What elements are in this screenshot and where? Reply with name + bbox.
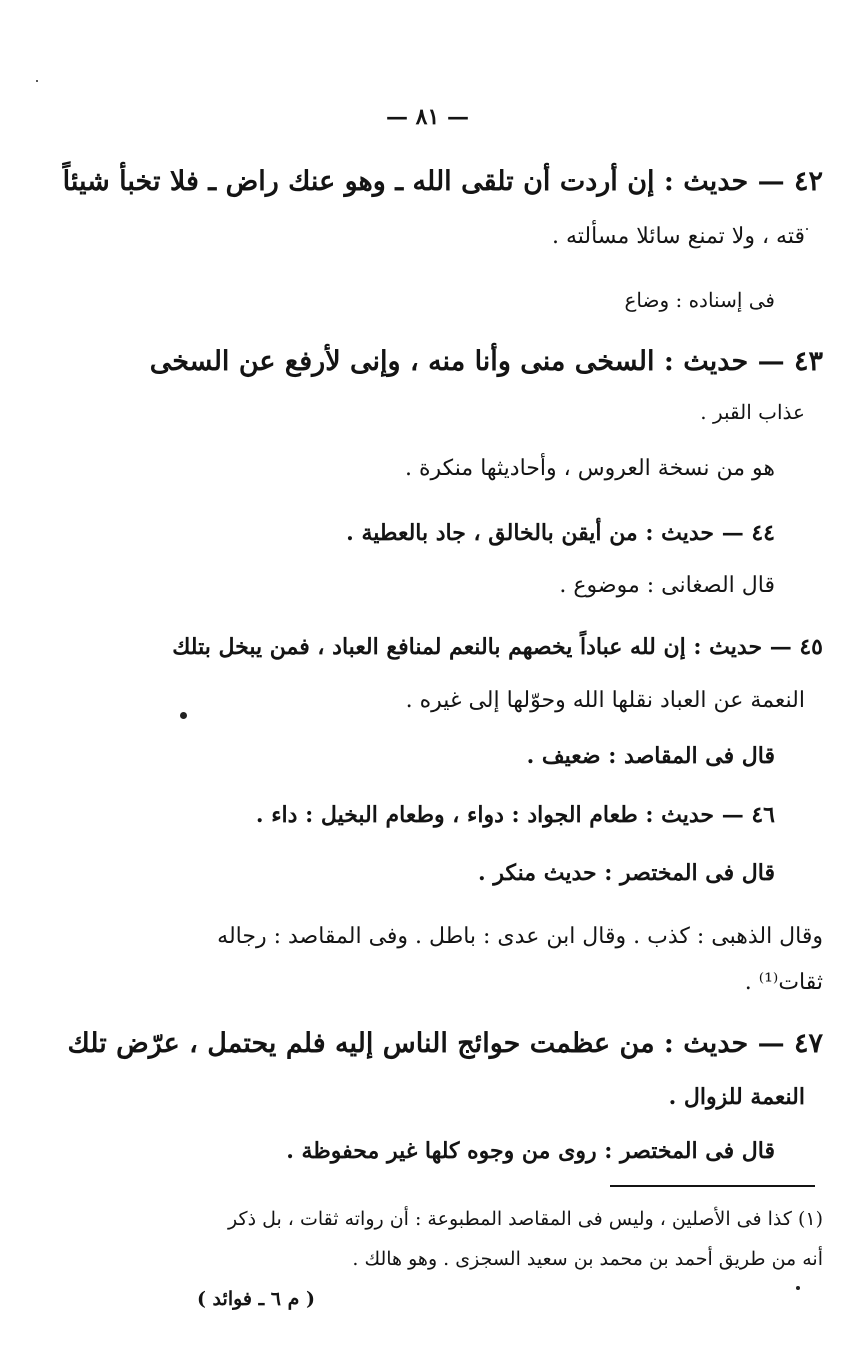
entry-44-note: قال الصغانى : موضوع .: [559, 573, 775, 598]
entry-47-note: قال فى المختصر : روى من وجوه كلها غير محفوظة .: [286, 1138, 775, 1164]
entry-46-line-1: ٤٦ — حديث : طعام الجواد : دواء ، وطعام البخيل : داء .: [255, 802, 775, 828]
scan-speck: [806, 228, 808, 230]
scan-speck: [180, 712, 187, 719]
entry-47-line-2: النعمة للزوال .: [668, 1084, 805, 1110]
scan-speck: [796, 1286, 800, 1290]
page-number: — ٨١ —: [386, 104, 469, 130]
footnote-line-1: (١) كذا فى الأصلين ، وليس فى المقاصد المطبوعة : أن رواته ثقات ، بل ذكر: [228, 1208, 823, 1230]
printer-signature: ( م ٦ ـ فوائد ): [196, 1288, 315, 1310]
entry-43-line-2: عذاب القبر .: [700, 400, 805, 424]
entry-45-line-1: ٤٥ — حديث : إن لله عباداً يخصهم بالنعم لمنافع العباد ، فمن يبخل بتلك: [172, 634, 823, 660]
entry-45-note: قال فى المقاصد : ضعيف .: [526, 743, 775, 769]
scan-speck: [36, 80, 38, 82]
entry-42-line-2: قته ، ولا تمنع سائلا مسألته .: [552, 224, 805, 249]
footnote-divider: [610, 1185, 815, 1187]
entry-46-note-2-line-1: وقال الذهبى : كذب . وقال ابن عدى : باطل . وفى المقاصد : رجاله: [217, 924, 823, 949]
entry-44-line-1: ٤٤ — حديث : من أيقن بالخالق ، جاد بالعطية .: [346, 520, 775, 546]
entry-46-note-2-line-2: ثقات⁽¹⁾ .: [744, 970, 823, 995]
entry-42-line-1: ٤٢ — حديث : إن أردت أن تلقى الله ـ وهو عنك راض ـ فلا تخبأ شيئاً: [62, 166, 823, 197]
entry-43-line-1: ٤٣ — حديث : السخى منى وأنا منه ، وإنى لأرفع عن السخى: [149, 346, 823, 377]
entry-47-line-1: ٤٧ — حديث : من عظمت حوائج الناس إليه فلم يحتمل ، عرّض تلك: [67, 1028, 823, 1059]
footnote-line-2: أنه من طريق أحمد بن محمد بن سعيد السجزى . وهو هالك .: [352, 1248, 823, 1270]
entry-43-note: هو من نسخة العروس ، وأحاديثها منكرة .: [404, 456, 775, 481]
entry-45-line-2: النعمة عن العباد نقلها الله وحوّلها إلى غيره .: [405, 688, 805, 713]
entry-42-note: فى إسناده : وضاع: [624, 288, 775, 312]
entry-46-note-1: قال فى المختصر : حديث منكر .: [478, 860, 775, 886]
